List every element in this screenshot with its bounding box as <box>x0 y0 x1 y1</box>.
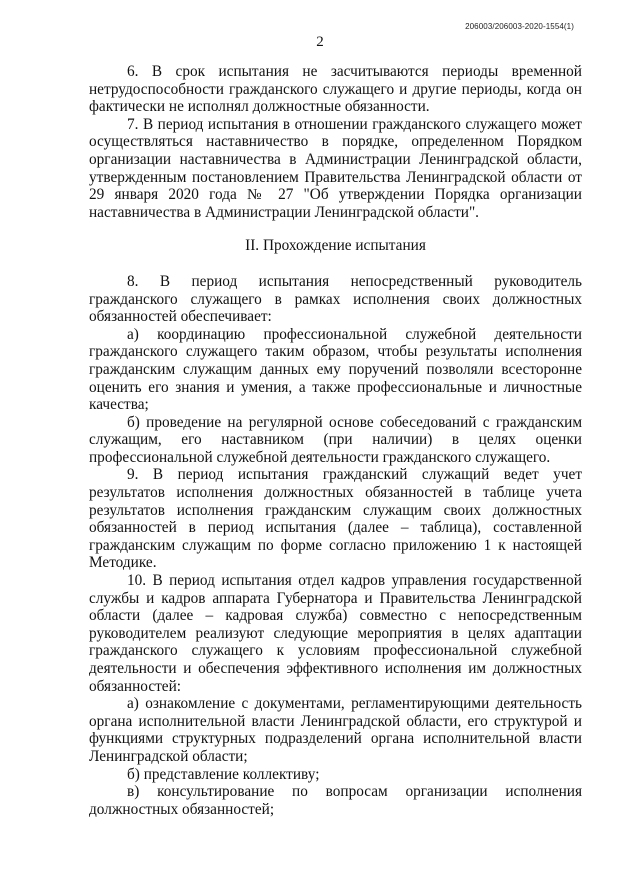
document-body <box>89 63 582 818</box>
paragraph-8: 8. В период испытания непосредственный руководитель гражданского служащего в рамках исполнения своих должностных обязанностей обеспечивает: <box>89 272 582 326</box>
paragraph-6: 6. В срок испытания не засчитываются периоды временной нетрудоспособности гражданского служащего и другие периоды, когда он фактически не исполнял должностные обязанности. <box>89 63 582 116</box>
paragraph-10: 10. В период испытания отдел кадров управления государственной службы и кадров аппарата Губернатора и Правительства Ленинградской области (далее – кадровая служба) совместно с непосредственным руководителем реализуют следующие мероприятия в целях адаптации гражданского служащего к условиям профессиональной служебной деятельности и обеспечения эффективного исполнения им должностных обязанностей: <box>89 572 582 695</box>
paragraph-10c: в) консультирование по вопросам организации исполнения должностных обязанностей; <box>89 783 582 818</box>
paragraph-10b: б) представление коллективу; <box>127 765 320 783</box>
paragraph-9: 9. В период испытания гражданский служащий ведет учет результатов исполнения должностных обязанностей в таблице учета результатов исполнения гражданским служащим своих должностных обязанностей в период испытания (далее – таблица), составленной гражданским служащим по форме согласно приложению 1 к настоящей Методике. <box>89 466 582 572</box>
page-number: 2 <box>316 34 324 50</box>
paragraph-8a: а) координацию профессиональной служебной деятельности гражданского служащего таким образом, чтобы результаты исполнения гражданским служащим данных ему поручений позволяли всесторонне оценить его знания и умения, а также профессиональные и личностные качества; <box>89 325 582 414</box>
paragraph-10a: а) ознакомление с документами, регламентирующими деятельность органа исполнительной власти Ленинградской области, его структурой и функциями структурных подразделений органа исполнительной власти Ленинградской области; <box>89 695 582 765</box>
section-title: II. Прохождение испытания <box>245 237 426 255</box>
paragraph-7: 7. В период испытания в отношении гражданского служащего может осуществляться наставничество в порядке, определенном Порядком организации наставничества в Администрации Ленинградской области, утвержденным постановлением Правительства Ленинградской области от 29 января 2020 года № 27 "Об утверждении Порядка организации наставничества в Администрации Ленинградской области". <box>89 115 582 221</box>
paragraph-8b: б) проведение на регулярной основе собеседований с гражданским служащим, его наставником (при наличии) в целях оценки профессиональной служебной деятельности гражданского служащего. <box>89 413 582 466</box>
document-id: 206003/206003-2020-1554(1) <box>465 22 574 31</box>
